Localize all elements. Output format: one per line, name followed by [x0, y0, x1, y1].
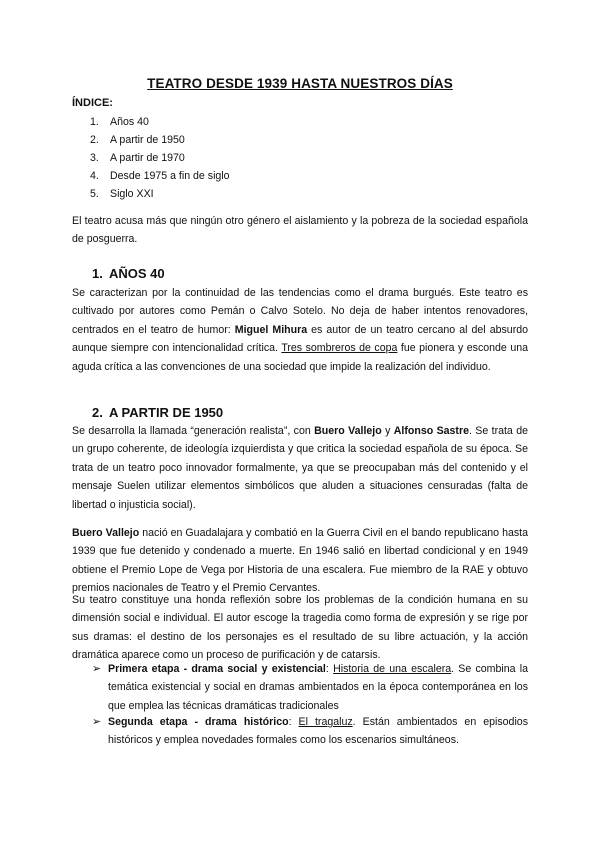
- arrow-bullet-icon: ➢: [92, 663, 102, 675]
- index-item-number: 1.: [90, 116, 99, 128]
- index-item-label: Años 40: [110, 116, 149, 128]
- index-item: [90, 167, 230, 185]
- author-name: Buero Vallejo: [314, 425, 382, 437]
- author-name: Miguel Mihura: [234, 323, 308, 336]
- section-1-number: 1.: [92, 266, 103, 281]
- work-title: El tragaluz: [298, 716, 353, 728]
- bullet-label: Segunda etapa - drama histórico: [108, 716, 289, 728]
- text-run: Se caracterizan por la continuidad de las tendencias como el drama burgués. Este teatro es cultivado por autores como Pemán o Calvo Sotelo. No deja de haber intentos renovadores, centrados en el teatro de humor:: [72, 287, 528, 336]
- text-run: . Están ambientados en episodios históricos y emplea novedades formales como los escenarios simultáneos.: [108, 716, 528, 747]
- bullet-text: [108, 660, 528, 715]
- bullet-item: [92, 713, 528, 750]
- text-run: :: [288, 716, 299, 728]
- text-run: y: [381, 425, 394, 437]
- section-2-heading: [92, 405, 223, 420]
- text-run: Se desarrolla la llamada “generación realista”, con: [72, 425, 315, 437]
- document-title: TEATRO DESDE 1939 HASTA NUESTROS DÍAS: [147, 76, 453, 91]
- text-run: :: [325, 663, 334, 675]
- section-2-paragraph-3: Su teatro constituye una honda reflexión sobre los problemas de la condición humana en su dimensión social e individual. El autor escoge la tragedia como forma de expresión y se rige por sus dramas: el destino de los personajes es el resultado de su libre actuación, y la acción dramática aparece como un proceso de purificación y de catarsis.: [72, 594, 528, 662]
- index-item-number: 2.: [90, 134, 99, 146]
- section-2-number: 2.: [92, 405, 103, 420]
- text-run: fue pionera y esconde una aguda crítica a las convenciones de una sociedad que impide la realización del individuo.: [72, 342, 529, 373]
- author-name: Buero Vallejo: [72, 527, 140, 539]
- author-name: Alfonso Sastre: [393, 425, 469, 437]
- bullet-label: Primera etapa - drama social y existencial: [108, 663, 326, 675]
- work-title: Historia de una escalera: [333, 663, 452, 675]
- index-item: [90, 113, 230, 131]
- index-list: [90, 113, 230, 203]
- index-item-label: A partir de 1950: [110, 134, 185, 146]
- bullet-text: [108, 713, 528, 750]
- bullet-item: [92, 660, 528, 715]
- section-2-paragraph-2: [72, 524, 528, 598]
- index-item-label: Siglo XXI: [110, 188, 154, 200]
- index-item-number: 4.: [90, 170, 99, 182]
- text-run: es autor de un teatro cercano al del absurdo aunque siempre con intencionalidad crítica.: [72, 323, 528, 355]
- index-item-label: Desde 1975 a fin de siglo: [110, 170, 230, 182]
- section-1-heading: [92, 266, 165, 281]
- section-2-paragraph-1: [72, 422, 528, 514]
- work-title: Tres sombreros de copa: [281, 342, 398, 355]
- index-item-label: A partir de 1970: [110, 152, 185, 164]
- text-run: . Se combina la temática existencial y social en dramas ambientados en la época contemporánea en los que emplea las técnicas dramáticas tradicionales: [108, 663, 528, 712]
- index-item: [90, 131, 230, 149]
- arrow-bullet-icon: ➢: [92, 716, 102, 728]
- text-run: . Se trata de un grupo coherente, de ideología izquierdista y que critica la sociedad española de su época. Se trata de un teatro poco innovador formalmente, ya que se preocupaban más del contenido y el mensaje Suelen utilizar elementos simbólicos que aluden a situaciones censuradas (falta de libertad o injusticia social).: [72, 425, 528, 511]
- text-run: nació en Guadalajara y combatió en la Guerra Civil en el bando republicano hasta 1939 que fue detenido y condenado a muerte. En 1946 salió en libertad condicional y en 1949 obtiene el Premio Lope de Vega por Historia de una escalera. Fue miembro de la RAE y obtuvo premios nacionales de Teatro y el Premio Cervantes.: [72, 527, 529, 595]
- index-item: [90, 185, 230, 203]
- intro-paragraph: El teatro acusa más que ningún otro género el aislamiento y la pobreza de la sociedad española de posguerra.: [72, 215, 528, 246]
- section-1-paragraph: [72, 284, 528, 376]
- index-item-number: 5.: [90, 188, 99, 200]
- index-heading: ÍNDICE:: [72, 97, 113, 109]
- section-1-title: AÑOS 40: [109, 266, 165, 281]
- index-item-number: 3.: [90, 152, 99, 164]
- index-item: [90, 149, 230, 167]
- section-2-title: A PARTIR DE 1950: [109, 405, 224, 420]
